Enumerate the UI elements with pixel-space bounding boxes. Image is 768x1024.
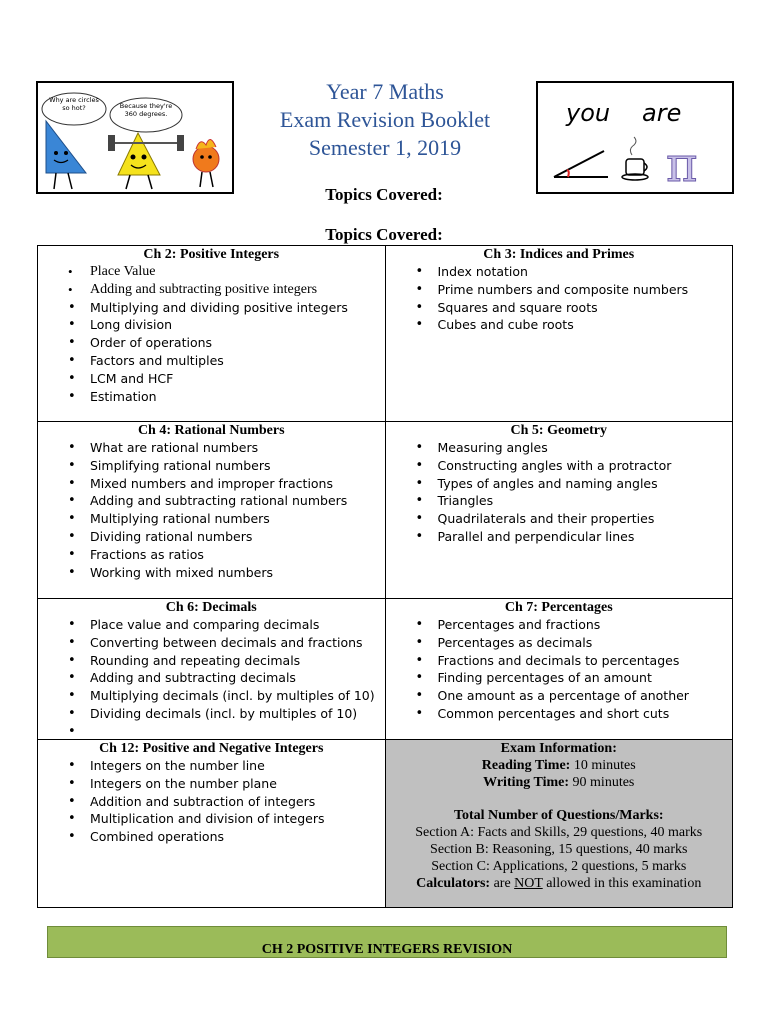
section-a: Section A: Facts and Skills, 29 questions, 40 marks [415,825,703,840]
bubble-right-text-wrap [114,102,178,132]
comic-illustration [38,83,232,192]
list-item: • Integers on the number line [90,757,385,775]
list-item: • Triangles [438,492,733,510]
list-item: • LCM and HCF [90,370,385,388]
chapter-title: Ch 5: Geometry [510,423,607,438]
triangle-character [46,121,86,173]
list-item: • Parallel and perpendicular lines [438,528,733,546]
topics-heading-repeat: Topics Covered: [325,225,443,244]
calculator-pre: are [493,876,511,891]
list-item: • Working with mixed numbers [90,564,385,582]
reading-time-value: 10 minutes [573,758,636,773]
list-item: • Simplifying rational numbers [90,457,385,475]
list-item: • Adding and subtracting rational numbers [90,492,385,510]
topic-list [386,616,733,723]
list-item: • Place value and comparing decimals [90,616,385,634]
calculator-post: allowed in this examination [546,876,702,891]
pun-word-you: you [566,99,611,127]
writing-time-value: 90 minutes [572,775,635,790]
chapter-title: Ch 12: Positive and Negative Integers [99,741,324,756]
list-item: • Addition and subtraction of integers [90,793,385,811]
topic-list [386,439,733,546]
topic-list [38,439,385,581]
chapter-title: Ch 4: Rational Numbers [137,423,285,438]
list-item: • Adding and subtracting decimals [90,669,385,687]
calculator-not: NOT [514,876,543,891]
chapter-cell-ch6 [38,599,386,740]
circle-character [193,146,219,172]
writing-time [386,774,733,791]
reading-time [386,757,733,774]
marks-heading: Total Number of Questions/Marks: [453,808,664,823]
section-b: Section B: Reasoning, 15 questions, 40 marks [430,842,688,857]
chapter-cell-ch2 [38,246,386,422]
chapter-title: Ch 7: Percentages [504,600,613,615]
list-item: • Finding percentages of an amount [438,669,733,687]
list-item: • Fractions and decimals to percentages [438,652,733,670]
section-banner [47,926,727,958]
list-item: • Percentages and fractions [438,616,733,634]
list-item: • Squares and square roots [438,299,733,317]
topics-heading: Topics Covered: [325,185,443,204]
list-item: • Estimation [90,388,385,406]
title-line-3: Semester 1, 2019 [308,135,462,160]
topic-list [38,263,385,405]
title-line-2: Exam Revision Booklet [279,107,491,132]
list-item: • Types of angles and naming angles [438,475,733,493]
comic-image [36,81,234,194]
list-item: • Converting between decimals and fractions [90,634,385,652]
writing-time-label: Writing Time: [483,775,570,790]
pun-image [536,81,734,194]
banner-text: CH 2 POSITIVE INTEGERS REVISION [261,942,513,957]
bubble-left-text: Why are circles so hot? [49,96,99,112]
list-item: • Factors and multiples [90,352,385,370]
list-item: • Index notation [438,263,733,281]
list-item: • Long division [90,316,385,334]
chapter-cell-ch5 [385,422,733,599]
chapter-cell-ch7 [385,599,733,740]
topic-list [38,616,385,723]
list-item: • Combined operations [90,828,385,846]
yellow-triangle-character [118,133,160,175]
topic-list [386,263,733,334]
list-item: • What are rational numbers [90,439,385,457]
topics-table [37,245,733,908]
calculator-label: Calculators: [416,876,491,891]
tea-cup-icon [626,159,644,175]
pun-illustration [538,83,732,192]
pun-word-are: are [642,99,682,127]
list-item: • Rounding and repeating decimals [90,652,385,670]
list-item: • Mixed numbers and improper fractions [90,475,385,493]
exam-heading: Exam Information: [500,741,617,756]
pi-icon: π [666,137,698,192]
chapter-cell-ch3 [385,246,733,422]
topic-list [38,757,385,846]
booklet-title [240,78,530,162]
list-item: • Place Value [90,263,385,281]
section-c: Section C: Applications, 2 questions, 5 marks [431,859,687,874]
chapter-title: Ch 3: Indices and Primes [483,247,635,262]
chapter-cell-ch4 [38,422,386,599]
list-item: • Constructing angles with a protractor [438,457,733,475]
reading-time-label: Reading Time: [481,758,571,773]
list-item: • Dividing rational numbers [90,528,385,546]
chapter-cell-ch12 [38,740,386,908]
list-item: • One amount as a percentage of another [438,687,733,705]
list-item: • Dividing decimals (incl. by multiples of 10) [90,705,385,723]
exam-information-cell [385,740,733,908]
chapter-title: Ch 2: Positive Integers [143,247,280,262]
list-item: • Multiplying decimals (incl. by multiples of 10) [90,687,385,705]
title-line-1: Year 7 Maths [326,79,444,104]
list-item: • Measuring angles [438,439,733,457]
list-item: • Multiplication and division of integers [90,810,385,828]
list-item: • Percentages as decimals [438,634,733,652]
list-item: • Integers on the number plane [90,775,385,793]
bubble-left-text-wrap [46,96,102,124]
calculator-rule [386,875,733,892]
list-item: • Common percentages and short cuts [438,705,733,723]
list-item: • Prime numbers and composite numbers [438,281,733,299]
chapter-title: Ch 6: Decimals [165,600,257,615]
bubble-right-text: Because they're 360 degrees. [119,102,173,118]
list-item: • Multiplying rational numbers [90,510,385,528]
list-item: • Cubes and cube roots [438,316,733,334]
list-item: • Multiplying and dividing positive integers [90,299,385,317]
list-item: • Adding and subtracting positive integers [90,281,385,299]
list-item: • Quadrilaterals and their properties [438,510,733,528]
list-item: • Order of operations [90,334,385,352]
list-item: • Fractions as ratios [90,546,385,564]
